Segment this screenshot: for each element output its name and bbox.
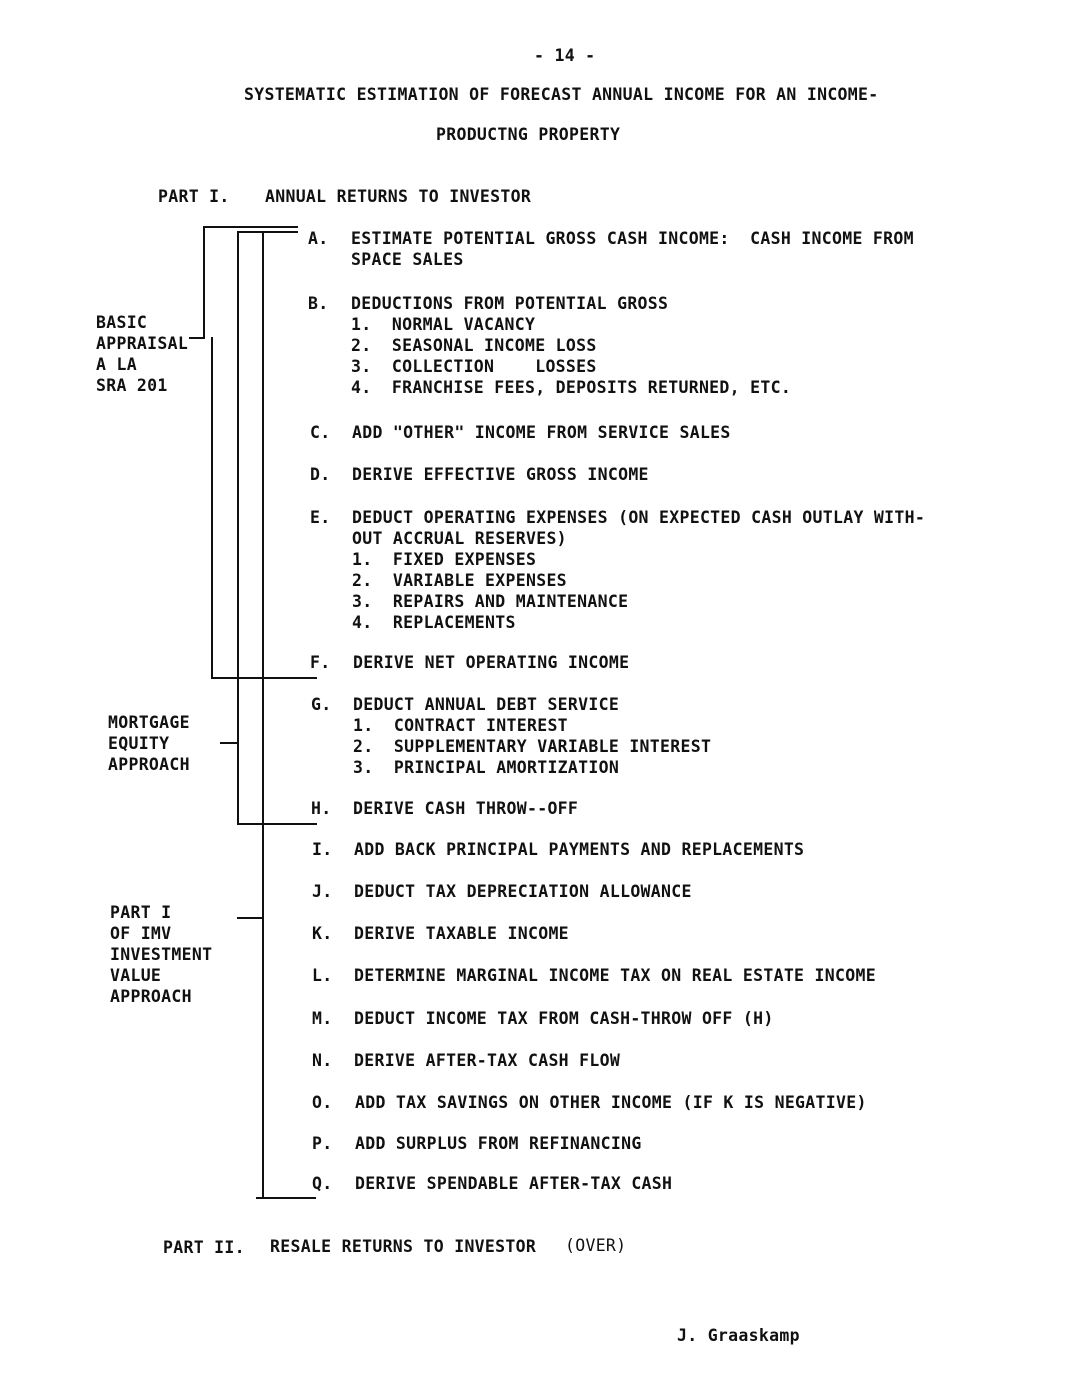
item-letter-d: D. [310,465,331,484]
imv-bracket-tick [237,917,262,919]
item-letter-p: P. [312,1134,333,1153]
item-letter-l: L. [312,966,333,985]
item-b-text: DEDUCTIONS FROM POTENTIAL GROSS 1. NORMAL VACANCY 2. SEASONAL INCOME LOSS 3. COLLECTION LOSSES 4. FRANCHISE FEES, DEPOSITS RETURNED, ETC. [351,294,792,397]
item-letter-i: I. [312,840,333,859]
part-2-label: PART II. [163,1238,245,1257]
item-q-text: DERIVE SPENDABLE AFTER-TAX CASH [355,1174,673,1193]
mortgage-bracket-bottom [237,823,317,825]
item-c-text: ADD "OTHER" INCOME FROM SERVICE SALES [352,423,731,442]
imv-bracket-bottom [256,1197,316,1199]
item-j-text: DEDUCT TAX DEPRECIATION ALLOWANCE [354,882,692,901]
basic-bracket-top-2 [237,231,298,233]
item-letter-c: C. [310,423,331,442]
item-h-text: DERIVE CASH THROW--OFF [353,799,579,818]
item-letter-f: F. [310,653,331,672]
item-m-text: DEDUCT INCOME TAX FROM CASH-THROW OFF (H) [354,1009,774,1028]
item-f-text: DERIVE NET OPERATING INCOME [353,653,630,672]
mortgage-equity-label: MORTGAGE EQUITY APPROACH [108,713,190,774]
mortgage-bracket-tick [220,742,237,744]
item-letter-q: Q. [312,1174,333,1193]
item-d-text: DERIVE EFFECTIVE GROSS INCOME [352,465,649,484]
item-k-text: DERIVE TAXABLE INCOME [354,924,569,943]
item-letter-b: B. [308,294,329,313]
item-p-text: ADD SURPLUS FROM REFINANCING [355,1134,642,1153]
part-2-note: (OVER) [565,1236,627,1255]
item-letter-j: J. [312,882,333,901]
item-i-text: ADD BACK PRINCIPAL PAYMENTS AND REPLACEMENTS [354,840,805,859]
item-g-text: DEDUCT ANNUAL DEBT SERVICE 1. CONTRACT INTEREST 2. SUPPLEMENTARY VARIABLE INTEREST 3. PRINCIPAL AMORTIZATION [353,695,712,777]
part-2-heading: RESALE RETURNS TO INVESTOR [270,1237,537,1256]
item-l-text: DETERMINE MARGINAL INCOME TAX ON REAL ESTATE INCOME [354,966,876,985]
item-letter-e: E. [310,508,331,527]
item-o-text: ADD TAX SAVINGS ON OTHER INCOME (IF K IS NEGATIVE) [355,1093,867,1112]
document-title-line-2: PRODUCTNG PROPERTY [436,125,621,144]
author-signature: J. Graaskamp [677,1326,800,1345]
item-letter-n: N. [312,1051,333,1070]
item-a-text: ESTIMATE POTENTIAL GROSS CASH INCOME: CASH INCOME FROM SPACE SALES [351,229,914,269]
item-letter-g: G. [311,695,332,714]
item-letter-m: M. [312,1009,333,1028]
part-1-heading: ANNUAL RETURNS TO INVESTOR [265,187,532,206]
basic-bracket-tick [189,337,205,339]
basic-bracket-left [203,226,205,338]
item-letter-a: A. [308,229,329,248]
item-letter-o: O. [312,1093,333,1112]
part-1-label: PART I. [158,187,230,206]
item-letter-k: K. [312,924,333,943]
mortgage-bracket-left [237,231,239,825]
item-e-text: DEDUCT OPERATING EXPENSES (ON EXPECTED CASH OUTLAY WITH- OUT ACCRUAL RESERVES) 1. FIXED EXPENSES 2. VARIABLE EXPENSES 3. REPAIRS AND MAINTENANCE 4. REPLACEMENTS [352,508,926,632]
document-title-line-1: SYSTEMATIC ESTIMATION OF FORECAST ANNUAL INCOME FOR AN INCOME- [244,85,879,104]
basic-bracket-top [203,226,298,228]
basic-bracket-left-lower [211,337,213,679]
imv-approach-label: PART I OF IMV INVESTMENT VALUE APPROACH [110,903,213,1006]
page-number: - 14 - [534,46,596,65]
item-n-text: DERIVE AFTER-TAX CASH FLOW [354,1051,621,1070]
basic-bracket-bottom [211,677,317,679]
imv-bracket-left [262,231,264,1199]
basic-appraisal-label: BASIC APPRAISAL A LA SRA 201 [96,313,189,395]
item-letter-h: H. [311,799,332,818]
